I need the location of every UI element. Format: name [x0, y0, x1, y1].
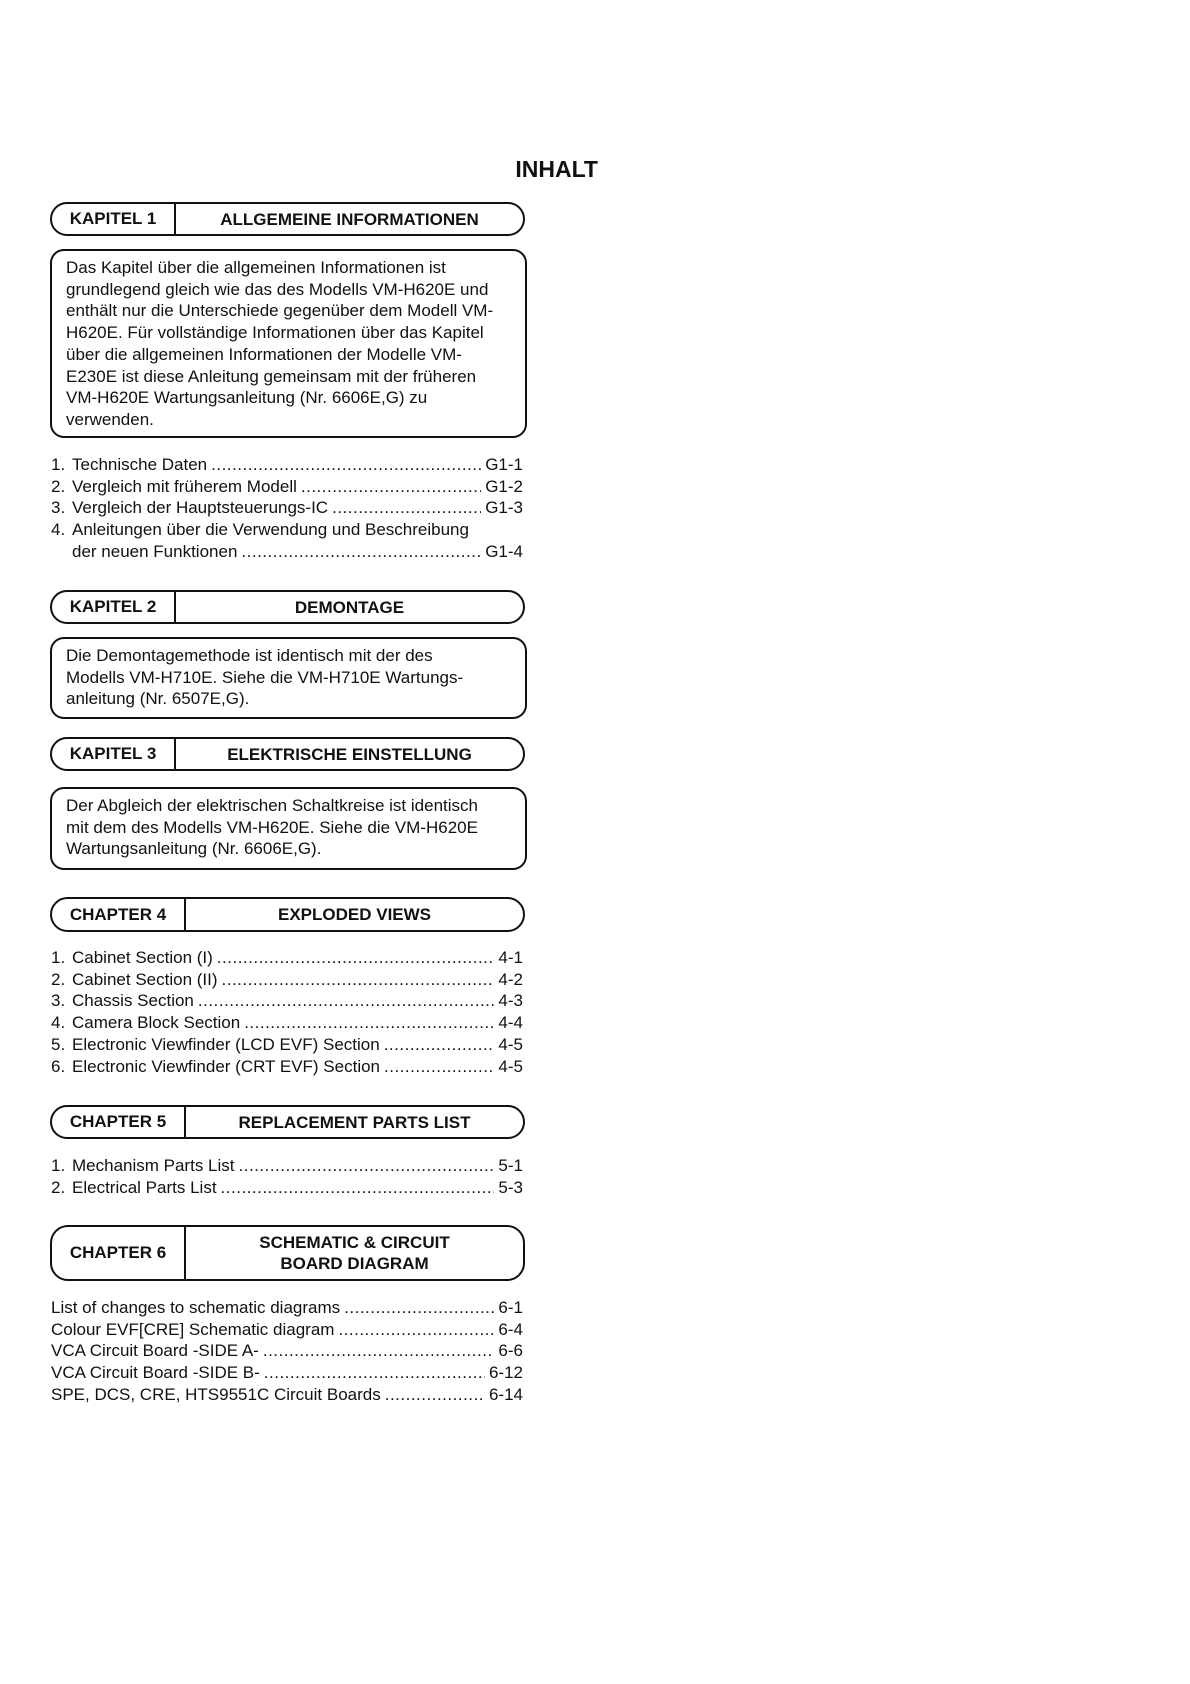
chapter-header	[50, 897, 525, 932]
leader-dots	[384, 1034, 495, 1056]
toc-entry-number: 5.	[51, 1034, 66, 1054]
toc-entry-title: Chassis Section	[72, 991, 194, 1011]
toc-entry-title: Electronic Viewfinder (CRT EVF) Section	[72, 1056, 381, 1076]
leader-dots	[384, 1056, 494, 1078]
toc-entry-page: 6-6	[498, 1341, 523, 1361]
note-line: Der Abgleich der elektrischen Schaltkreise ist identisch	[66, 796, 478, 815]
chapter-header	[50, 590, 525, 624]
leader-dots	[263, 1340, 495, 1362]
toc-entry-title: Mechanism Parts List	[72, 1156, 235, 1175]
note-line: Das Kapitel über die allgemeinen Informationen ist	[66, 258, 446, 277]
chapter-label: CHAPTER 4	[52, 899, 186, 930]
page-title: INHALT	[515, 156, 598, 182]
toc-entry-page: G1-1	[485, 455, 523, 474]
toc-entry[interactable]	[51, 519, 523, 541]
toc-list	[51, 947, 523, 1077]
note-line: VM-H620E Wartungsanleitung (Nr. 6606E,G) zu	[66, 388, 428, 408]
toc-entry-continuation[interactable]	[51, 541, 523, 563]
chapter-name-line: BOARD DIAGRAM	[280, 1254, 429, 1273]
toc-entry-number: 2.	[51, 1177, 66, 1197]
chapter-name-line: EXPLODED VIEWS	[277, 905, 432, 924]
chapter-label: KAPITEL 3	[52, 739, 176, 769]
chapter-label: CHAPTER 5	[52, 1107, 186, 1137]
chapter-note-box	[50, 249, 527, 438]
toc-entry-number: 3.	[51, 498, 66, 518]
toc-entry-number: 2.	[51, 476, 66, 496]
toc-entry-title: Electronic Viewfinder (LCD EVF) Section	[72, 1034, 380, 1054]
note-line: H620E. Für vollständige Informationen über das Kapitel	[66, 323, 484, 343]
leader-dots	[241, 541, 481, 563]
toc-entry-number: 1.	[51, 1156, 66, 1175]
chapter-name	[186, 1232, 523, 1274]
toc-entry-page: 6-12	[488, 1363, 523, 1383]
toc-entry-page: 4-3	[498, 991, 523, 1011]
note-line: Die Demontagemethode ist identisch mit der des	[66, 646, 433, 665]
leader-dots	[301, 476, 481, 498]
leader-dots	[338, 1319, 494, 1341]
chapter-name-line: ALLGEMEINE INFORMATIONEN	[220, 209, 479, 229]
toc-list	[51, 1297, 523, 1406]
toc-entry-page: 4-2	[498, 969, 523, 989]
note-line: über die allgemeinen Informationen der Modelle VM-	[66, 344, 462, 364]
toc-entry-page: 5-3	[498, 1177, 523, 1197]
note-line: Wartungsanleitung (Nr. 6606E,G).	[66, 839, 322, 859]
chapter-name	[176, 744, 523, 765]
toc-entry-number: 1.	[51, 455, 66, 474]
toc-entry-number: 2.	[51, 969, 66, 989]
chapter-name	[176, 597, 523, 618]
toc-entry[interactable]	[51, 476, 523, 498]
toc-entry-title: Electrical Parts List	[72, 1177, 217, 1197]
toc-entry-title: Vergleich der Hauptsteuerungs-IC	[72, 498, 329, 518]
chapter-note-box	[50, 787, 527, 870]
chapter-label: KAPITEL 2	[52, 592, 176, 622]
chapter-label: CHAPTER 6	[52, 1227, 186, 1279]
chapter-header	[50, 1225, 525, 1281]
leader-dots	[221, 1177, 495, 1199]
toc-entry-title: List of changes to schematic diagrams	[51, 1298, 341, 1317]
leader-dots	[239, 1155, 495, 1177]
toc-list	[51, 1155, 523, 1198]
chapter-note-box	[50, 637, 527, 719]
toc-entry-number: 6.	[51, 1056, 66, 1076]
toc-entry-title: SPE, DCS, CRE, HTS9551C Circuit Boards	[51, 1384, 381, 1404]
leader-dots	[344, 1297, 494, 1319]
toc-entry-page: 6-14	[488, 1384, 523, 1404]
leader-dots	[385, 1384, 485, 1406]
toc-entry[interactable]	[51, 1297, 523, 1319]
chapter-header	[50, 202, 525, 236]
leader-dots	[222, 969, 495, 991]
toc-entry[interactable]	[51, 969, 523, 991]
toc-entry-page: G1-2	[485, 476, 523, 496]
toc-entry-number: 3.	[51, 991, 66, 1011]
toc-entry[interactable]	[51, 1384, 523, 1406]
toc-entry[interactable]	[51, 1362, 523, 1384]
toc-entry-title: Cabinet Section (II)	[72, 969, 218, 989]
toc-entry[interactable]	[51, 1319, 523, 1341]
toc-entry-page: 5-1	[498, 1156, 523, 1175]
leader-dots	[198, 990, 495, 1012]
chapter-name-line: SCHEMATIC & CIRCUIT	[259, 1233, 450, 1252]
toc-entry-page: 6-1	[498, 1298, 523, 1317]
toc-entry[interactable]	[51, 1034, 523, 1056]
toc-entry[interactable]	[51, 497, 523, 519]
toc-entry-title: Colour EVF[CRE] Schematic diagram	[51, 1319, 335, 1339]
chapter-name-line: ELEKTRISCHE EINSTELLUNG	[227, 744, 472, 764]
chapter-name-line: DEMONTAGE	[294, 597, 405, 617]
toc-entry-page: 4-4	[498, 1013, 523, 1033]
toc-entry[interactable]	[51, 990, 523, 1012]
toc-entry[interactable]	[51, 1056, 523, 1078]
toc-entry-number: 1.	[51, 948, 66, 967]
chapter-label: KAPITEL 1	[52, 204, 176, 234]
toc-entry-page: 4-5	[498, 1034, 523, 1054]
toc-entry[interactable]	[51, 1012, 523, 1034]
toc-entry-number: 4.	[51, 520, 66, 540]
toc-entry-page: G1-4	[485, 541, 523, 561]
toc-entry-title: Technische Daten	[72, 455, 208, 474]
toc-entry[interactable]	[51, 947, 523, 969]
toc-entry-title: Vergleich mit früherem Modell	[72, 476, 297, 496]
chapter-name	[186, 904, 523, 925]
note-line: anleitung (Nr. 6507E,G).	[66, 689, 250, 709]
toc-list	[51, 454, 523, 563]
toc-entry-title: Camera Block Section	[72, 1013, 241, 1033]
leader-dots	[264, 1362, 485, 1384]
toc-entry-page: 4-1	[498, 948, 523, 967]
note-line: E230E ist diese Anleitung gemeinsam mit der früheren	[66, 366, 477, 386]
toc-entry-title: Cabinet Section (I)	[72, 948, 213, 967]
leader-dots	[332, 497, 481, 519]
toc-entry-page: G1-3	[485, 498, 523, 518]
toc-entry-page: 6-4	[498, 1319, 523, 1339]
note-line: grundlegend gleich wie das des Modells VM-H620E und	[66, 279, 489, 299]
toc-entry-title: Anleitungen über die Verwendung und Beschreibung	[72, 520, 469, 540]
toc-entry[interactable]	[51, 454, 523, 476]
note-line: verwenden.	[66, 409, 154, 429]
leader-dots	[244, 1012, 494, 1034]
chapter-name-line: REPLACEMENT PARTS LIST	[238, 1112, 471, 1132]
chapter-name	[176, 209, 523, 230]
toc-entry-title: VCA Circuit Board -SIDE B-	[51, 1363, 260, 1383]
toc-entry-page: 4-5	[498, 1056, 523, 1076]
note-line: Modells VM-H710E. Siehe die VM-H710E Wartungs-	[66, 667, 464, 687]
note-line: enthält nur die Unterschiede gegenüber dem Modell VM-	[66, 301, 494, 321]
chapter-name	[186, 1112, 523, 1133]
chapter-header	[50, 1105, 525, 1139]
chapter-header	[50, 737, 525, 771]
toc-entry[interactable]	[51, 1340, 523, 1362]
toc-entry[interactable]	[51, 1177, 523, 1199]
toc-entry[interactable]	[51, 1155, 523, 1177]
note-line: mit dem des Modells VM-H620E. Siehe die VM-H620E	[66, 817, 478, 837]
leader-dots	[217, 947, 495, 969]
toc-entry-title: VCA Circuit Board -SIDE A-	[51, 1341, 259, 1361]
toc-entry-title-cont: der neuen Funktionen	[72, 541, 238, 561]
leader-dots	[211, 454, 481, 476]
toc-entry-number: 4.	[51, 1013, 66, 1033]
